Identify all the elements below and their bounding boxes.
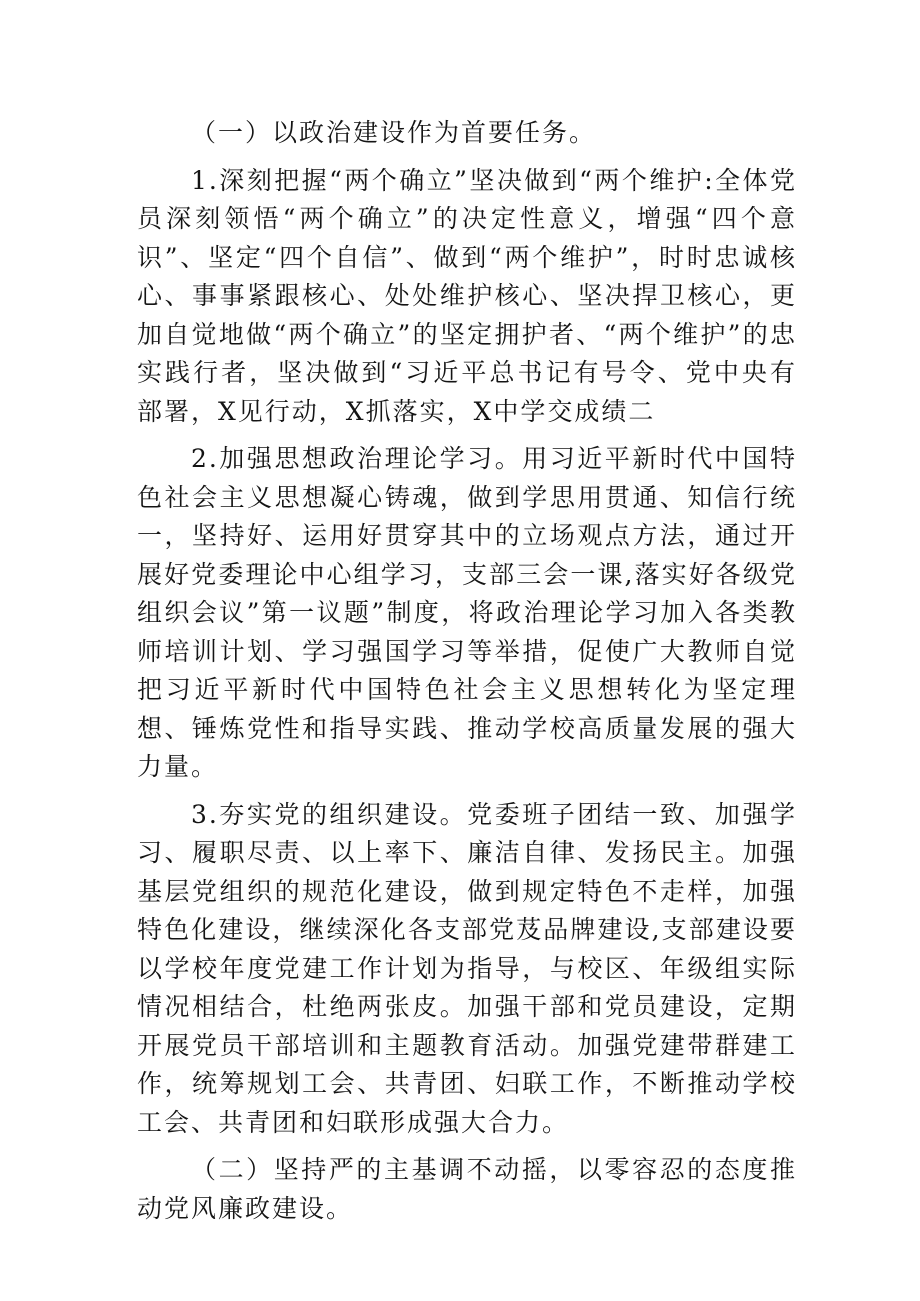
paragraph-item-2: 2.加强思想政治理论学习。用习近平新时代中国特色社会主义思想凝心铸魂，做到学思用贯通、知信行统一，坚持好、运用好贯穿其中的立场观点方法，通过开展好党委理论中心组学习，支部三会一课,落实好各级党组织会议”第一议题”制度，将政治理论学习加入各类教师培训计划、学习强国学习等举措，促使广大教师自觉把习近平新时代中国特色社会主义思想转化为坚定理想、锤炼党性和指导实践、推动学校高质量发展的强大力量。 (137, 444, 797, 781)
document-body (137, 114, 797, 1237)
section-heading-1: （一）以政治建设作为首要任务。 (191, 118, 597, 147)
paragraph-item-1: 1.深刻把握“两个确立”坚决做到“两个维护:全体党员深刻领悟“两个确立”的决定性意义，增强“四个意识”、坚定“四个自信”、做到“两个维护”，时时忠诚核心、事事紧跟核心、处处维护核心、坚决捍卫核心，更加自觉地做“两个确立”的坚定拥护者、“两个维护”的忠实践行者，坚决做到“习近平总书记有号令、党中央有部署，X见行动，X抓落实，X中学交成绩二 (137, 165, 797, 426)
section-heading-2: （二）坚持严的主基调不动摇，以零容忍的态度推动党风廉政建设。 (137, 1155, 797, 1223)
paragraph-item-3: 3.夯实党的组织建设。党委班子团结一致、加强学习、履职尽责、以上率下、廉洁自律、发扬民主。加强基层党组织的规范化建设，做到规定特色不走样，加强特色化建设，继续深化各支部党芨品牌建设,支部建设要以学校年度党建工作计划为指导，与校区、年级组实际情况相结合，杜绝两张皮。加强干部和党员建设，定期开展党员干部培训和主题教育活动。加强党建带群建工作，统筹规划工会、共青团、妇联工作，不断推动学校工会、共青团和妇联形成强大合力。 (137, 799, 797, 1137)
